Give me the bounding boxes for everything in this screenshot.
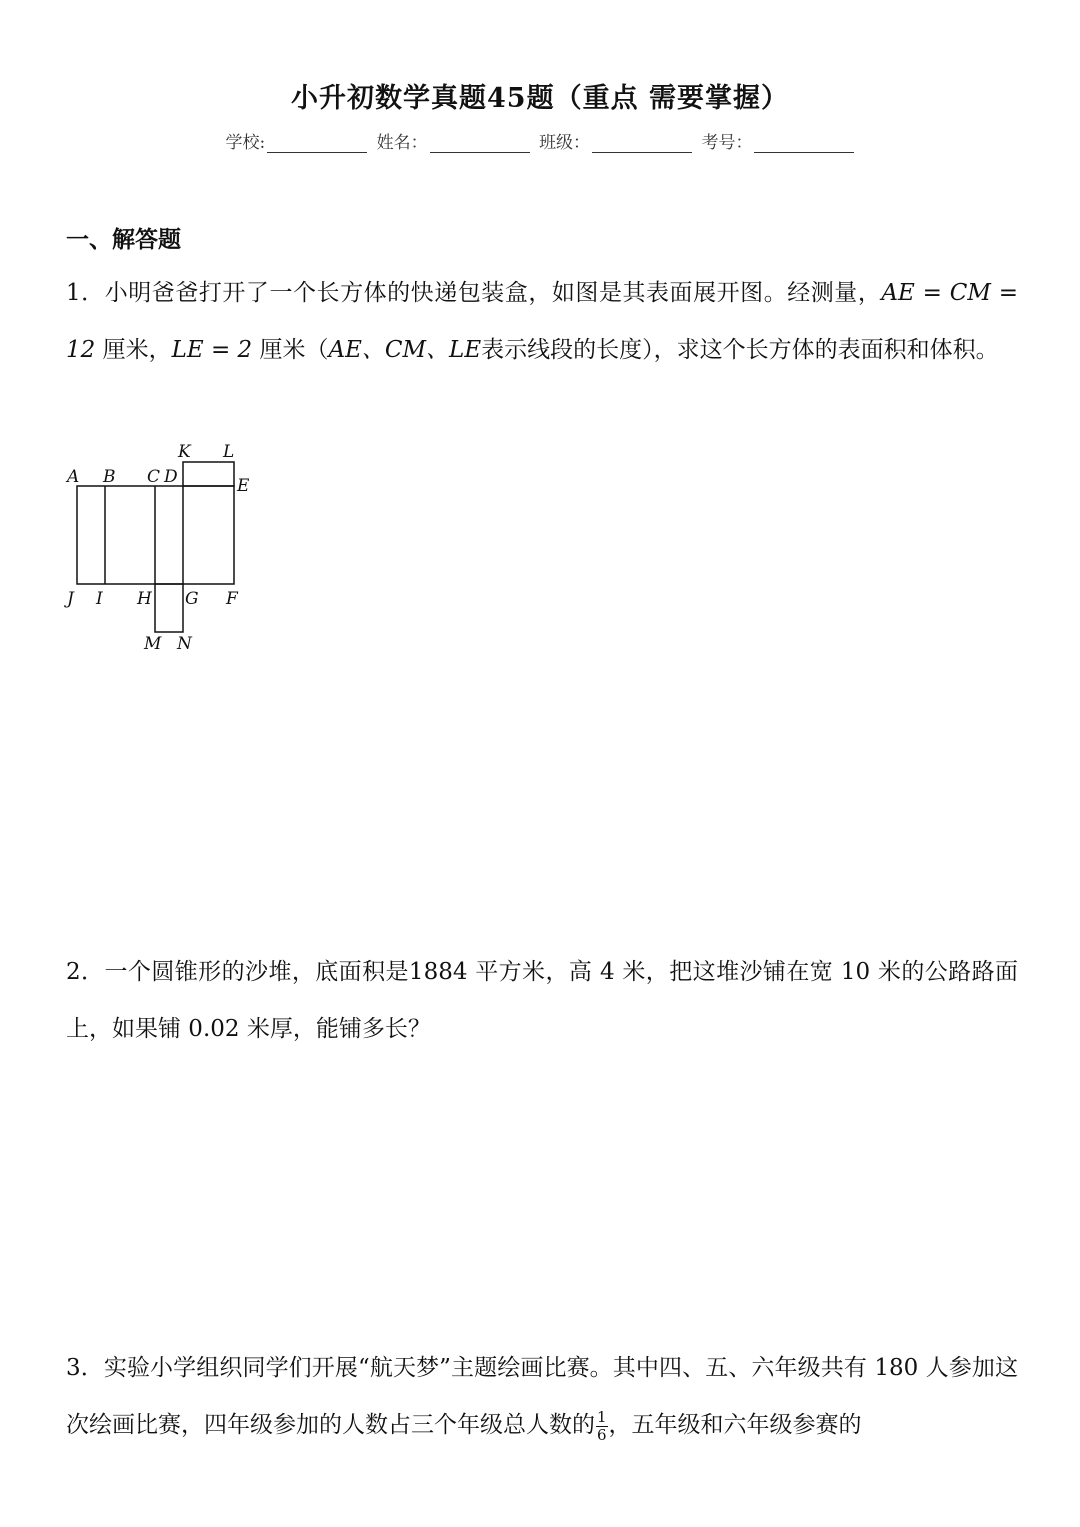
label-h: H: [137, 589, 152, 609]
school-label: 学校:: [225, 133, 266, 153]
question-1-text-a: 小明爸爸打开了一个长方体的快递包装盒，如图是其表面展开图。经测量，: [104, 280, 882, 306]
question-1-math-1: AE = CM = 12: [66, 280, 1019, 363]
question-1-text-c: 厘米，: [95, 337, 172, 363]
label-g: G: [185, 589, 199, 609]
question-2-number: 2．: [66, 959, 105, 985]
question-2: [66, 944, 1018, 1058]
label-b: B: [103, 467, 116, 487]
question-1-text-e: 厘米（: [252, 337, 329, 363]
question-1-text-g: 表示线段的长度），求这个长方体的表面积和体积。: [481, 337, 999, 363]
exam-number-blank: [754, 136, 854, 153]
label-i: I: [96, 589, 103, 609]
section-heading: 一、解答题: [66, 226, 181, 253]
label-n: N: [177, 634, 192, 654]
question-3-number: 3．: [66, 1355, 104, 1381]
name-blank: [430, 136, 530, 153]
class-label: 班级：: [539, 133, 591, 153]
exam-number-label: 考号：: [701, 133, 753, 153]
question-3: [66, 1340, 1018, 1454]
box-net-figure: [60, 435, 280, 655]
class-blank: [592, 136, 692, 153]
name-label: 姓名：: [376, 133, 428, 153]
question-3-text-a: 实验小学组织同学们开展“航天梦”主题绘画比赛。其中四、五、六年级共有 180 人参加这次绘画比赛，四年级参加的人数占三个年级总人数的: [66, 1355, 1018, 1438]
question-1-math-3: AE、CM、LE: [328, 337, 482, 363]
label-d: D: [164, 467, 178, 487]
school-blank: [267, 136, 367, 153]
question-1-number: 1．: [66, 280, 105, 306]
fraction-one-sixth: [596, 1409, 608, 1444]
net-bottom-flap: [155, 584, 183, 632]
label-l: L: [223, 442, 235, 462]
label-a: A: [67, 467, 80, 487]
fraction-numerator: 1: [597, 1407, 607, 1426]
label-j: J: [67, 589, 74, 609]
question-1: [66, 265, 1018, 379]
question-1-math-2: LE = 2: [171, 337, 253, 363]
label-f: F: [226, 589, 238, 609]
label-e: E: [237, 476, 250, 496]
question-2-text: 一个圆锥形的沙堆，底面积是1884 平方米，高 4 米，把这堆沙铺在宽 10 米的公路路面上，如果铺 0.02 米厚，能铺多长？: [66, 959, 1018, 1042]
net-top-flap: [183, 462, 234, 486]
student-info-line: [0, 128, 1080, 153]
question-3-text-b: ，五年级和六年级参赛的: [608, 1412, 862, 1438]
page-title: 小升初数学真题45题（重点 需要掌握）: [291, 83, 789, 114]
label-k: K: [178, 442, 191, 462]
fraction-denominator: 6: [597, 1425, 607, 1444]
label-m: M: [144, 634, 162, 654]
label-c: C: [147, 467, 161, 487]
